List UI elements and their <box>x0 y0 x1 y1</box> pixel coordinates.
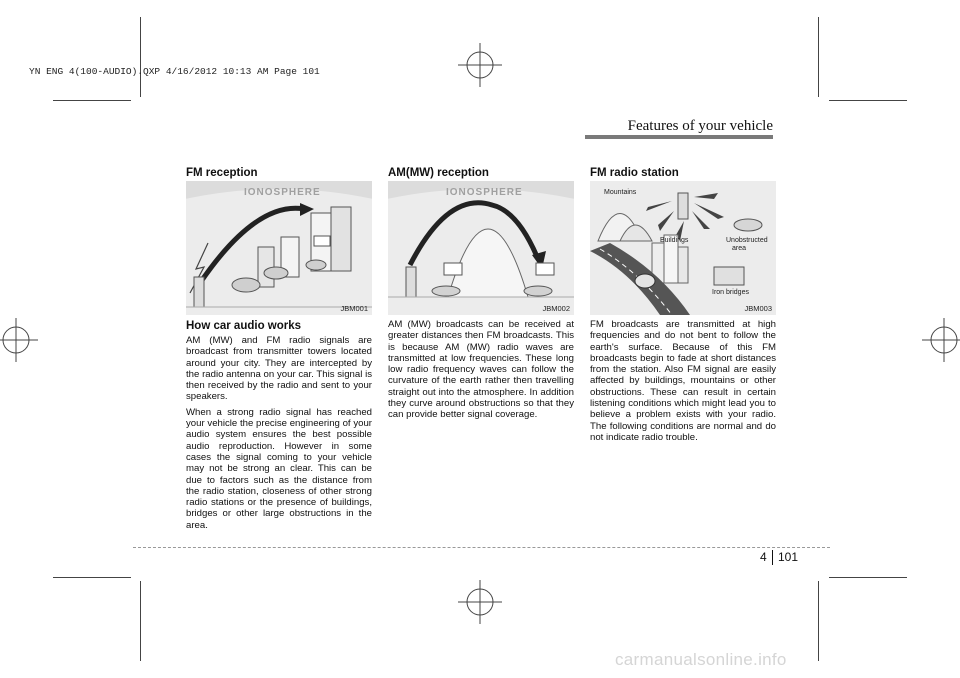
left-paragraph-1: AM (MW) and FM radio signals are broadcast from transmitter towers located around your city. They are intercepted by the radio antenna on your car. This signal is then received by the radio and sent to your speakers. <box>186 335 372 403</box>
fm-station-heading: FM radio station <box>590 167 679 179</box>
ionosphere-label-2: IONOSPHERE <box>446 187 523 198</box>
label-buildings: Buildings <box>660 237 689 244</box>
right-text-column <box>590 319 776 447</box>
label-iron-bridges: Iron bridges <box>712 289 749 296</box>
fig-code-jbm003: JBM003 <box>744 304 772 313</box>
chapter-number: 4 <box>760 550 767 564</box>
page-number: 101 <box>778 550 799 564</box>
ionosphere-label: IONOSPHERE <box>244 187 321 198</box>
fm-reception-heading: FM reception <box>186 167 258 179</box>
am-reception-heading: AM(MW) reception <box>388 167 489 179</box>
right-paragraph-1: FM broadcasts are transmitted at high frequencies and do not bent to follow the earth's surface. Because of this FM broadcasts begin to fade at short distances from the station. Also FM signal are easily affected by buildings, mountains or other obstructions. These can result in certain listening conditions which might lead you to believe a problem exists with your radio. The following conditions are normal and do not indicate radio trouble. <box>590 319 776 443</box>
fig-code-jbm002: JBM002 <box>542 304 570 313</box>
left-paragraph-2: When a strong radio signal has reached your vehicle the precise engineering of your audio system ensures the best possible audio reproduction. However in some cases the signal coming to your vehicle may not be strong an clear. This can be due to factors such as the distance from the radio station, closeness of other strong radio stations or the presence of buildings, bridges or other large obstructions in the area. <box>186 406 372 531</box>
label-area: area <box>732 245 747 252</box>
running-header: Features of your vehicle <box>627 118 773 134</box>
middle-paragraph-1: AM (MW) broadcasts can be received at greater distances then FM broadcasts. This is because AM (MW) radio waves are transmitted at low frequencies. These long low radio frequency waves can follow the curvature of the earth rather then travelling straight out into the atmosphere. In addition they curve around obstructions so that they can provide better signal coverage. <box>388 319 574 421</box>
footer-rule <box>133 547 830 548</box>
header-rule <box>585 135 773 139</box>
label-unobstructed: Unobstructed <box>726 237 768 244</box>
am-reception-illustration <box>388 181 574 315</box>
print-info: YN ENG 4(100-AUDIO).QXP 4/16/2012 10:13 AM Page 101 <box>29 66 320 77</box>
watermark: carmanualsonline.info <box>615 650 787 669</box>
left-text-column <box>186 320 372 535</box>
fm-station-illustration <box>590 181 776 315</box>
how-car-audio-works-heading: How car audio works <box>186 320 302 332</box>
label-mountains: Mountains <box>604 189 637 196</box>
fm-reception-illustration <box>186 181 372 315</box>
fig-code-jbm001: JBM001 <box>340 304 368 313</box>
page-number-divider <box>772 550 773 565</box>
middle-text-column <box>388 319 574 425</box>
